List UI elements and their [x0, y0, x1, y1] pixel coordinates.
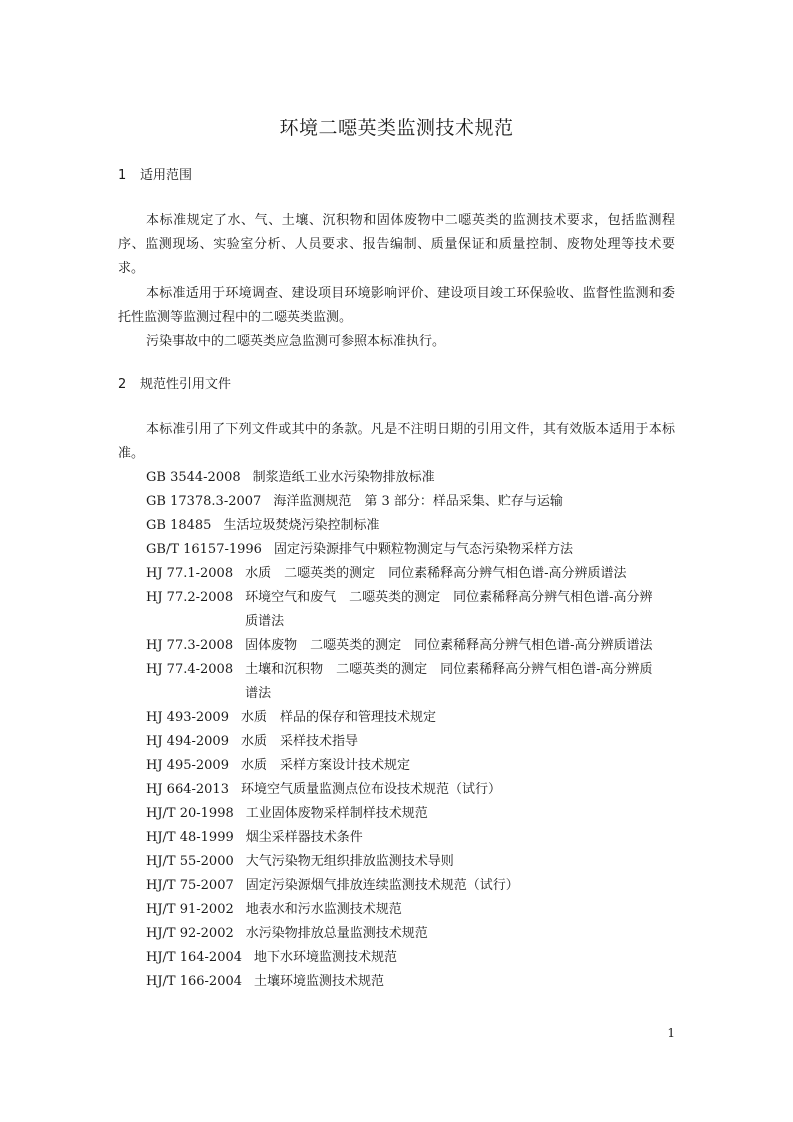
reference-code: HJ/T 48-1999	[146, 830, 234, 845]
reference-code: HJ/T 92-2002	[146, 926, 234, 941]
reference-item	[146, 538, 676, 562]
reference-title: 工业固体废物采样制样技术规范	[245, 806, 428, 821]
reference-code: HJ 494-2009	[146, 734, 229, 749]
reference-code: HJ 493-2009	[146, 710, 229, 725]
reference-title: 海洋监测规范 第 3 部分：样品采集、贮存与运输	[273, 494, 563, 509]
reference-code: GB 3544-2008	[146, 470, 241, 485]
reference-item	[146, 490, 676, 514]
reference-title: 环境空气和废气 二噁英类的测定 同位素稀释高分辨气相色谱-高分辨质谱法	[245, 590, 653, 629]
reference-title: 固定污染源排气中颗粒物测定与气态污染物采样方法	[273, 542, 573, 557]
reference-title: 地下水环境监测技术规范	[254, 950, 398, 965]
reference-code: HJ/T 166-2004	[146, 974, 243, 989]
reference-title: 大气污染物无组织排放监测技术导则	[245, 854, 454, 869]
section-2-heading	[118, 375, 231, 395]
reference-code: GB 17378.3-2007	[146, 494, 262, 509]
reference-code: HJ/T 164-2004	[146, 950, 243, 965]
reference-title: 土壤和沉积物 二噁英类的测定 同位素稀释高分辨气相色谱-高分辨质谱法	[245, 662, 653, 701]
reference-title: 固体废物 二噁英类的测定 同位素稀释高分辨气相色谱-高分辨质谱法	[245, 638, 653, 653]
reference-item	[146, 826, 676, 850]
reference-code: HJ/T 91-2002	[146, 902, 234, 917]
reference-title: 制浆造纸工业水污染物排放标准	[252, 470, 435, 485]
section-1-heading	[118, 166, 192, 186]
reference-title: 水质 采样技术指导	[240, 734, 358, 749]
section-1-paragraph: 本标准规定了水、气、土壤、沉积物和固体废物中二噁英类的监测技术要求，包括监测程序、监测现场、实验室分析、人员要求、报告编制、质量保证和质量控制、废物处理等技术要求。	[118, 213, 675, 276]
reference-title: 生活垃圾焚烧污染控制标准	[223, 518, 380, 533]
reference-list	[146, 466, 676, 994]
reference-title: 水质 样品的保存和管理技术规定	[240, 710, 436, 725]
section-1-paragraph: 本标准适用于环境调查、建设项目环境影响评价、建设项目竣工环保验收、监督性监测和委托性监测等监测过程中的二噁英类监测。	[118, 286, 675, 325]
reference-title: 烟尘采样器技术条件	[245, 830, 363, 845]
reference-title: 固定污染源烟气排放连续监测技术规范（试行）	[245, 878, 519, 893]
reference-code: HJ 77.4-2008	[146, 662, 234, 677]
reference-code: HJ 77.1-2008	[146, 566, 234, 581]
section-2-title: 规范性引用文件	[140, 377, 232, 392]
reference-item	[146, 778, 676, 802]
reference-title: 地表水和污水监测技术规范	[245, 902, 402, 917]
reference-code: HJ 495-2009	[146, 758, 229, 773]
reference-item	[146, 514, 676, 538]
page-number: 1	[667, 1026, 675, 1040]
reference-item	[146, 586, 676, 634]
reference-item	[146, 850, 676, 874]
reference-title: 环境空气质量监测点位布设技术规范（试行）	[240, 782, 501, 797]
reference-item	[146, 634, 676, 658]
reference-code: GB/T 16157-1996	[146, 542, 262, 557]
reference-item	[146, 898, 676, 922]
reference-title: 水污染物排放总量监测技术规范	[245, 926, 428, 941]
section-2-paragraph: 本标准引用了下列文件或其中的条款。凡是不注明日期的引用文件，其有效版本适用于本标准。	[118, 422, 675, 461]
section-1-paragraph: 污染事故中的二噁英类应急监测可参照本标准执行。	[146, 334, 446, 349]
reference-title: 土壤环境监测技术规范	[254, 974, 385, 989]
reference-code: HJ 77.2-2008	[146, 590, 234, 605]
document-title: 环境二噁英类监测技术规范	[279, 117, 514, 139]
reference-code: GB 18485	[146, 518, 212, 533]
reference-item	[146, 706, 676, 730]
reference-title: 水质 采样方案设计技术规定	[240, 758, 410, 773]
reference-code: HJ/T 55-2000	[146, 854, 234, 869]
section-2-number: 2	[118, 377, 127, 392]
reference-item	[146, 970, 676, 994]
reference-item	[146, 874, 676, 898]
reference-code: HJ/T 75-2007	[146, 878, 234, 893]
reference-item	[146, 802, 676, 826]
reference-item	[146, 730, 676, 754]
section-1-title: 适用范围	[140, 168, 193, 183]
reference-code: HJ/T 20-1998	[146, 806, 234, 821]
reference-item	[146, 754, 676, 778]
reference-item	[146, 466, 676, 490]
reference-code: HJ 664-2013	[146, 782, 229, 797]
reference-item	[146, 658, 676, 706]
reference-code: HJ 77.3-2008	[146, 638, 234, 653]
reference-item	[146, 946, 676, 970]
reference-item	[146, 922, 676, 946]
reference-item	[146, 562, 676, 586]
reference-title: 水质 二噁英类的测定 同位素稀释高分辨气相色谱-高分辨质谱法	[245, 566, 627, 581]
section-1-number: 1	[118, 168, 127, 183]
